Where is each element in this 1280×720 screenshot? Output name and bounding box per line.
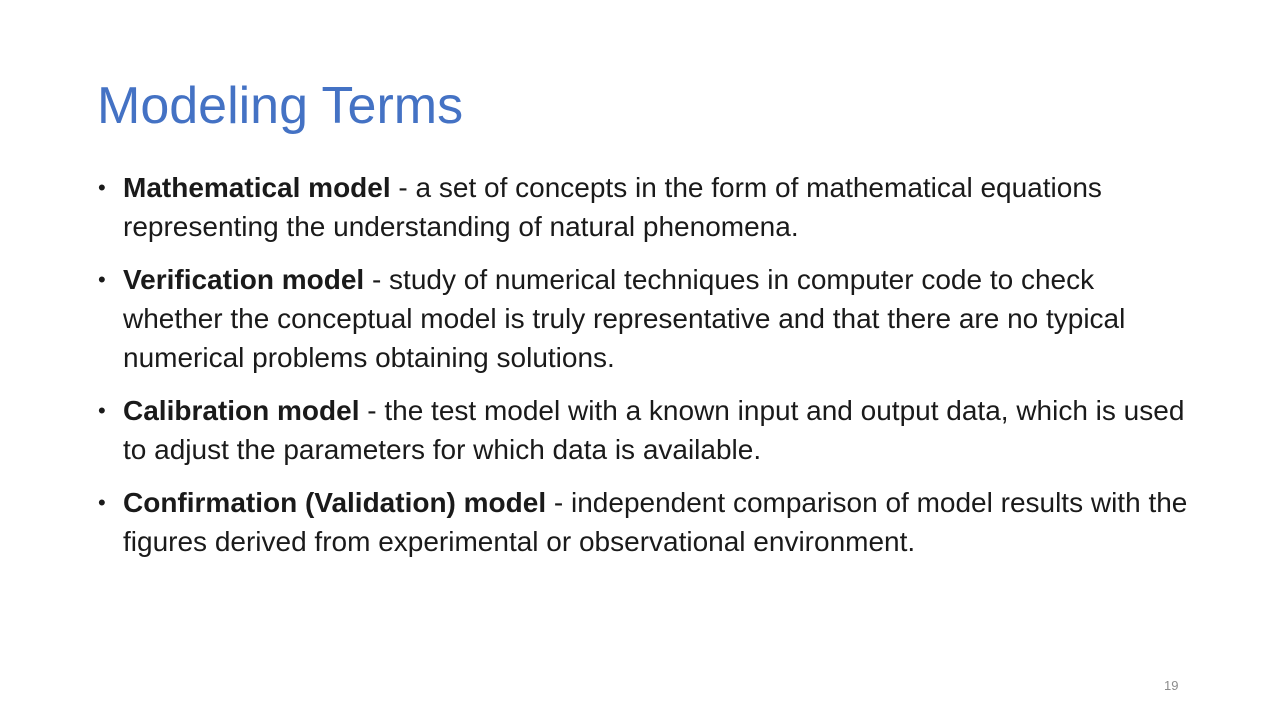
bullet-definition: - a set of concepts in the form of mathematical equations representing the understanding of natural phenomena. <box>123 172 1102 242</box>
bullet-item-verification-model <box>98 260 1198 377</box>
bullet-dot-icon: • <box>98 398 106 423</box>
bullet-definition: - the test model with a known input and output data, which is used to adjust the parameters for which data is available. <box>123 395 1185 465</box>
page-number: 19 <box>1164 678 1179 693</box>
slide-title: Modeling Terms <box>97 77 464 135</box>
bullet-item-calibration-model <box>98 391 1198 469</box>
bullet-list <box>98 168 1198 575</box>
bullet-term: Confirmation (Validation) model <box>123 487 547 518</box>
bullet-dot-icon: • <box>98 175 106 200</box>
bullet-dot-icon: • <box>98 490 106 515</box>
bullet-item-confirmation-model <box>98 483 1198 561</box>
bullet-definition: - study of numerical techniques in computer code to check whether the conceptual model is truly representative and that there are no typical numerical problems obtaining solutions. <box>123 264 1126 373</box>
bullet-term: Mathematical model <box>123 172 391 203</box>
bullet-term: Verification model <box>123 264 365 295</box>
bullet-definition: - independent comparison of model results with the figures derived from experimental or observational environment. <box>123 487 1188 557</box>
bullet-item-mathematical-model <box>98 168 1198 246</box>
bullet-dot-icon: • <box>98 267 106 292</box>
bullet-term: Calibration model <box>123 395 360 426</box>
